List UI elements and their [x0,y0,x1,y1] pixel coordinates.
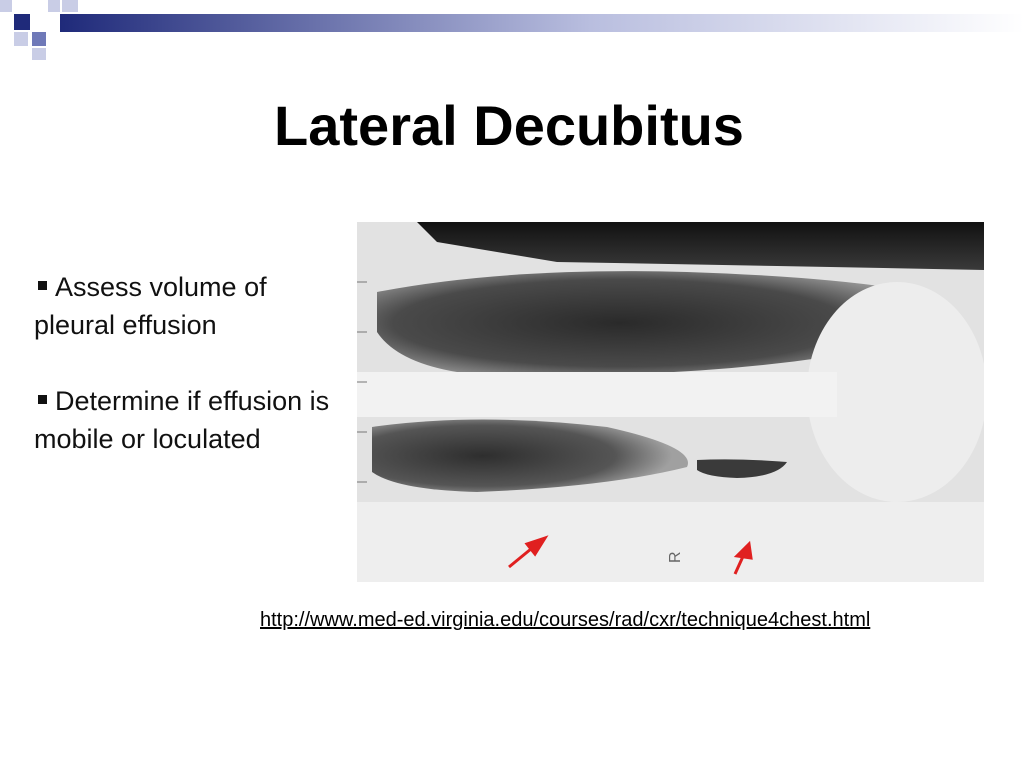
bullet-square-icon [38,395,47,404]
bullet-square-icon [38,281,47,290]
slide-title: Lateral Decubitus [274,94,744,157]
xray-image [357,222,984,582]
bullet-item: Assess volume of pleural effusion [34,272,267,340]
xray-side-marker: R [667,551,684,563]
slide-header-decoration [0,0,1024,60]
bullet-list [34,268,334,496]
bullet-item: Determine if effusion is mobile or loculated [34,386,330,454]
source-link[interactable]: http://www.med-ed.virginia.edu/courses/rad/cxr/technique4chest.html [260,609,871,631]
